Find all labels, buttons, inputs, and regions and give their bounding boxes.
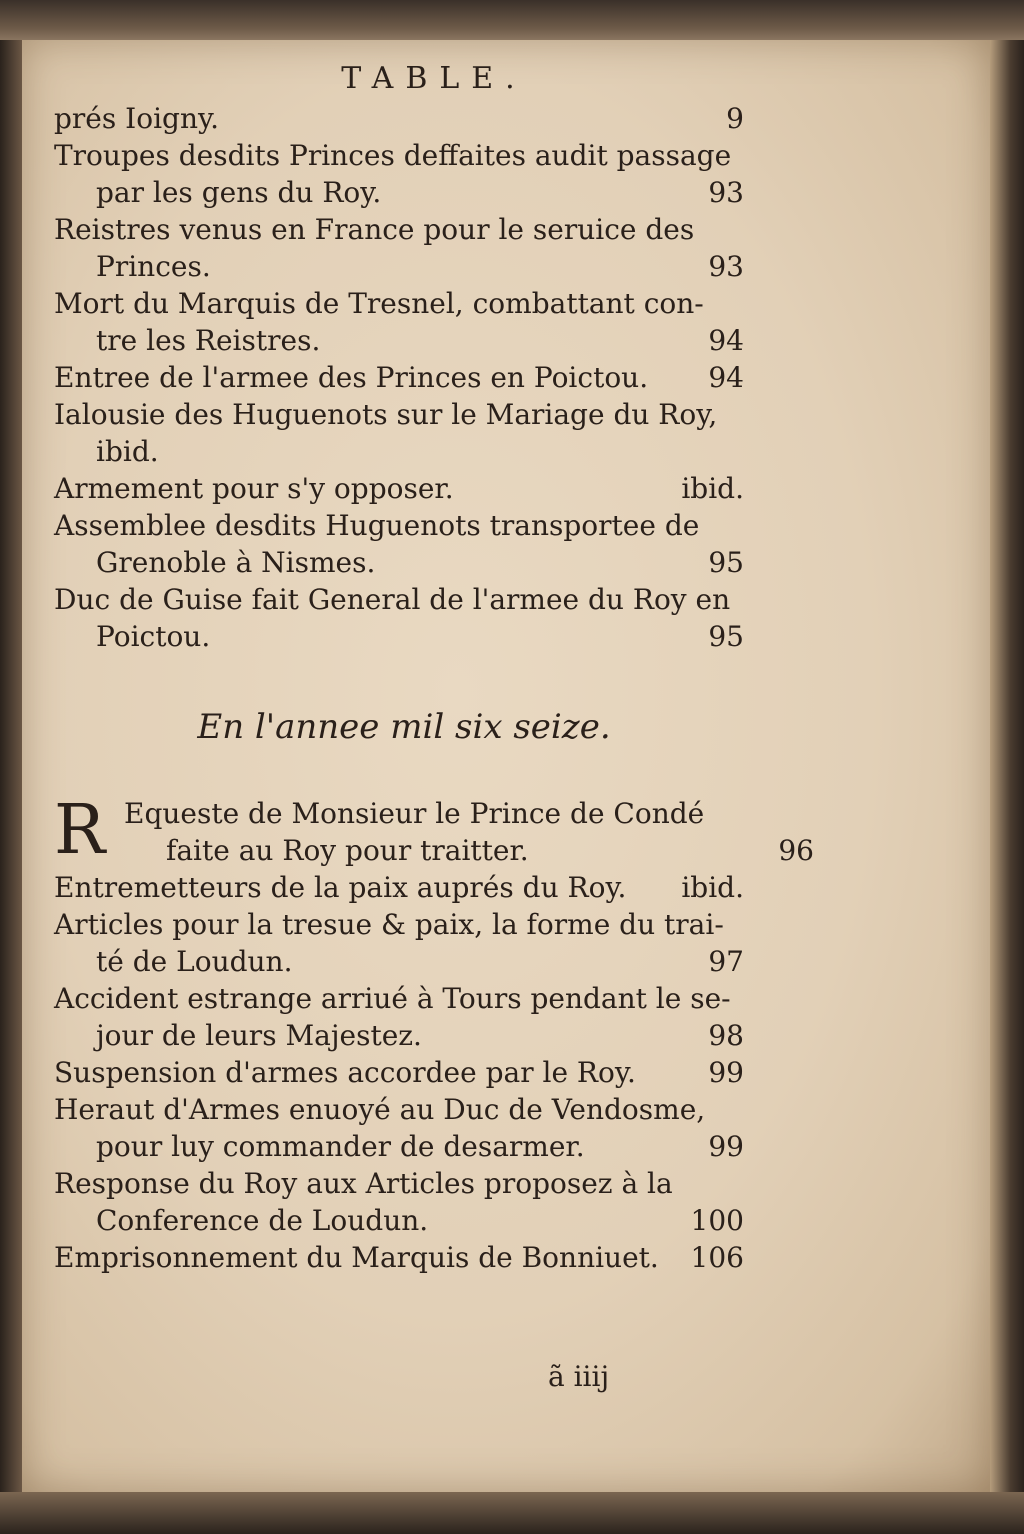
toc-entry-line: pour luy commander de desarmer. — [96, 1130, 585, 1163]
toc-entry — [54, 137, 744, 211]
book-gutter — [0, 40, 22, 1492]
toc-entry-line: Poictou. — [96, 620, 211, 653]
running-head: TABLE. — [341, 61, 527, 96]
toc-entry — [54, 470, 744, 507]
toc-entry — [54, 359, 744, 396]
entries-after-section — [54, 791, 814, 1276]
toc-entry-line: jour de leurs Majestez. — [96, 1019, 422, 1052]
toc-entry-line: Ialousie des Huguenots sur le Mariage du Roy, — [54, 398, 718, 431]
toc-entry-line: tre les Reistres. — [96, 324, 321, 357]
toc-entry-line: Suspension d'armes accordee par le Roy. — [54, 1056, 636, 1089]
drop-cap: R — [54, 791, 106, 870]
toc-entry — [54, 1054, 744, 1091]
page-number: 100 — [690, 1204, 744, 1237]
book-top-edge — [0, 0, 1024, 40]
toc-entry-line: Conference de Loudun. — [96, 1204, 429, 1237]
toc-entry — [54, 396, 744, 470]
book-fore-edge — [990, 40, 1024, 1492]
toc-entry — [54, 906, 744, 980]
toc-entry — [54, 100, 744, 137]
signature-mark: ã iiij — [548, 1360, 610, 1393]
toc-entry — [54, 869, 744, 906]
page-number: 95 — [708, 620, 744, 653]
toc-entry — [54, 581, 744, 655]
toc-entry — [54, 1239, 744, 1276]
table-of-contents — [54, 60, 814, 1276]
page-number: 94 — [708, 324, 744, 357]
page-number: 99 — [708, 1130, 744, 1163]
toc-entry-line: Articles pour la tresue & paix, la forme du trai- — [54, 908, 724, 941]
page-number: 94 — [708, 361, 744, 394]
toc-entry-line: Armement pour s'y opposer. — [54, 472, 454, 505]
toc-entry-line: Emprisonnement du Marquis de Bonniuet. — [54, 1241, 659, 1274]
toc-entry-line: Accident estrange arriué à Tours pendant le se- — [54, 982, 731, 1015]
toc-entry-line: Equeste de Monsieur le Prince de Condé — [124, 797, 705, 830]
page-number: 95 — [708, 546, 744, 579]
toc-entry — [54, 1091, 744, 1165]
page-number: 93 — [708, 250, 744, 283]
toc-entry-line: par les gens du Roy. — [96, 176, 382, 209]
page-number: 99 — [708, 1056, 744, 1089]
page-number: 97 — [708, 945, 744, 978]
page-number: 9 — [726, 102, 744, 135]
toc-entry-line: Entree de l'armee des Princes en Poictou. — [54, 361, 649, 394]
toc-entry-line: Mort du Marquis de Tresnel, combattant con- — [54, 287, 704, 320]
toc-entry-line: Assemblee desdits Huguenots transportee de — [54, 509, 700, 542]
entries-before-section — [54, 100, 754, 655]
toc-entry — [54, 285, 744, 359]
toc-entry-line: Duc de Guise fait General de l'armee du Roy en — [54, 583, 731, 616]
page-number: 93 — [708, 176, 744, 209]
toc-entry — [54, 507, 744, 581]
toc-entry-line: ibid. — [96, 435, 159, 468]
toc-entry — [54, 980, 744, 1054]
page-number: ibid. — [681, 472, 744, 505]
toc-entry-line: prés Ioigny. — [54, 102, 219, 135]
page-number: ibid. — [681, 871, 744, 904]
toc-entry-line: faite au Roy pour traitter. — [166, 834, 529, 867]
toc-entry-line: té de Loudun. — [96, 945, 293, 978]
toc-entry-line: Response du Roy aux Articles proposez à la — [54, 1167, 673, 1200]
toc-entry-line: Entremetteurs de la paix auprés du Roy. — [54, 871, 627, 904]
section-title: En l'annee mil six seize. — [197, 707, 611, 747]
page-number: 96 — [778, 834, 814, 867]
page-number: 106 — [690, 1241, 744, 1274]
toc-entry — [54, 791, 814, 870]
toc-entry-line: Reistres venus en France pour le seruice des — [54, 213, 695, 246]
toc-entry-line: Grenoble à Nismes. — [96, 546, 376, 579]
toc-entry-line: Princes. — [96, 250, 211, 283]
book-bottom-edge — [0, 1492, 1024, 1534]
toc-entry — [54, 1165, 744, 1239]
toc-entry — [54, 211, 744, 285]
toc-entry-line: Heraut d'Armes enuoyé au Duc de Vendosme, — [54, 1093, 706, 1126]
page-number: 98 — [708, 1019, 744, 1052]
toc-entry-line: Troupes desdits Princes deffaites audit passage — [54, 139, 732, 172]
